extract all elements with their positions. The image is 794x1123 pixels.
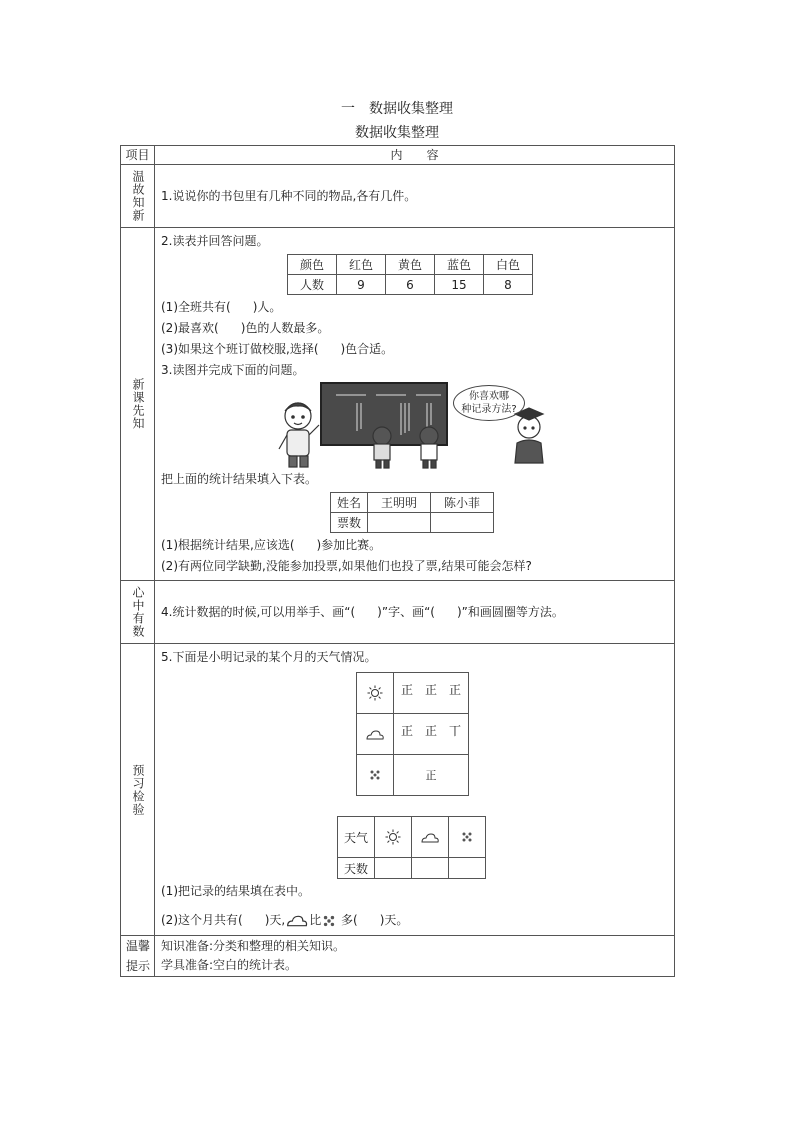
review-content bbox=[155, 165, 675, 228]
color-header-4: 白色 bbox=[484, 255, 533, 275]
bubble-line-2: 种记录方法? bbox=[461, 404, 517, 415]
q5-2-text-b: )天, bbox=[264, 913, 286, 927]
question-5-2 bbox=[161, 908, 668, 932]
weather-row2-label: 天数 bbox=[338, 858, 375, 879]
cloud-icon bbox=[420, 832, 440, 844]
color-header-0: 颜色 bbox=[288, 255, 337, 275]
vote-cell-wang[interactable] bbox=[368, 513, 431, 533]
fill-table-prompt: 把上面的统计结果填入下表。 bbox=[161, 472, 318, 486]
speech-bubble bbox=[453, 385, 525, 421]
check-row bbox=[121, 644, 675, 936]
mind-content bbox=[155, 581, 675, 644]
weather-row1-label: 天气 bbox=[338, 817, 375, 858]
check-label-cell bbox=[121, 644, 155, 936]
q4-text-a: 4.统计数据的时候,可以用举手、画“( bbox=[161, 604, 356, 619]
mind-label-cell bbox=[121, 581, 155, 644]
vote-table bbox=[330, 492, 494, 533]
bubble-line-1: 你喜欢哪 bbox=[469, 391, 509, 402]
question-5-1: (1)把记录的结果填在表中。 bbox=[161, 884, 310, 898]
q5-2-text-d: 多( bbox=[341, 913, 358, 927]
tally-snow-marks: 正 bbox=[394, 755, 469, 796]
q2-3-text-b: )色合适。 bbox=[340, 342, 394, 356]
tally-snow-cell bbox=[357, 755, 394, 796]
check-label: 预习检验 bbox=[131, 763, 145, 816]
vote-header-chen: 陈小菲 bbox=[431, 493, 494, 513]
count-red: 9 bbox=[337, 275, 386, 295]
sun-icon bbox=[367, 685, 383, 701]
q4-text-b: )”字、画“( bbox=[377, 604, 435, 619]
q2-3-text-a: (3)如果这个班订做校服,选择( bbox=[161, 342, 319, 356]
q2-2-text-b: )色的人数最多。 bbox=[240, 321, 330, 335]
weather-snow-header bbox=[449, 817, 486, 858]
q2-2-text-a: (2)最喜欢( bbox=[161, 321, 219, 335]
classroom-illustration bbox=[161, 381, 668, 469]
vote-cell-chen[interactable] bbox=[431, 513, 494, 533]
count-white: 8 bbox=[484, 275, 533, 295]
review-label-cell bbox=[121, 165, 155, 228]
tips-row bbox=[121, 936, 675, 977]
days-snow-cell[interactable] bbox=[449, 858, 486, 879]
classroom-scene-drawing bbox=[161, 381, 671, 469]
header-content: 内 容 bbox=[155, 146, 675, 165]
count-blue: 15 bbox=[435, 275, 484, 295]
preview-label: 新课先知 bbox=[131, 378, 145, 430]
days-cloud-cell[interactable] bbox=[412, 858, 449, 879]
question-2-3 bbox=[161, 339, 668, 360]
cloud-icon bbox=[365, 729, 385, 741]
tally-cloud-marks: 正 正 丅 bbox=[394, 714, 469, 755]
q3-1-text-b: )参加比赛。 bbox=[316, 538, 382, 552]
cloud-icon bbox=[285, 914, 309, 928]
question-4 bbox=[161, 602, 668, 623]
tips-materials: 学具准备:空白的统计表。 bbox=[161, 958, 298, 972]
question-3: 3.读图并完成下面的问题。 bbox=[161, 363, 305, 377]
lesson-title: 数据收集整理 bbox=[355, 125, 439, 141]
tips-knowledge: 知识准备:分类和整理的相关知识。 bbox=[161, 939, 346, 953]
count-row-label: 人数 bbox=[288, 275, 337, 295]
question-2-1 bbox=[161, 297, 668, 318]
color-table bbox=[287, 254, 533, 295]
preview-row bbox=[121, 228, 675, 581]
weather-table bbox=[337, 816, 486, 879]
review-row bbox=[121, 165, 675, 228]
vote-header-name: 姓名 bbox=[331, 493, 368, 513]
question-3-1 bbox=[161, 535, 668, 556]
tips-label: 温馨提示 bbox=[125, 939, 150, 973]
q5-2-text-e: )天。 bbox=[379, 913, 409, 927]
question-2: 2.读表并回答问题。 bbox=[161, 234, 269, 248]
vote-header-wang: 王明明 bbox=[368, 493, 431, 513]
question-5: 5.下面是小明记录的某个月的天气情况。 bbox=[161, 650, 377, 664]
snow-icon bbox=[321, 913, 337, 929]
review-question: 1.说说你的书包里有几种不同的物品,各有几件。 bbox=[161, 188, 417, 203]
tips-label-cell bbox=[121, 936, 155, 977]
graduate-figure bbox=[515, 408, 543, 463]
tally-sun-marks: 正 正 正 bbox=[394, 673, 469, 714]
tally-sun-cell bbox=[357, 673, 394, 714]
q2-1-text-a: (1)全班共有( bbox=[161, 300, 231, 314]
q4-text-c: )”和画圆圈等方法。 bbox=[456, 604, 564, 619]
mind-row bbox=[121, 581, 675, 644]
header-project: 项目 bbox=[121, 146, 155, 165]
check-content bbox=[155, 644, 675, 936]
color-header-3: 蓝色 bbox=[435, 255, 484, 275]
tips-content bbox=[155, 936, 675, 977]
study-sheet-table bbox=[120, 145, 675, 977]
snow-icon bbox=[460, 830, 474, 844]
tally-cloud-cell bbox=[357, 714, 394, 755]
weather-sun-header bbox=[375, 817, 412, 858]
color-header-1: 红色 bbox=[337, 255, 386, 275]
sun-icon bbox=[385, 829, 401, 845]
header-row bbox=[121, 146, 675, 165]
vote-row-label: 票数 bbox=[331, 513, 368, 533]
question-3-2: (2)有两位同学缺勤,没能参加投票,如果他们也投了票,结果可能会怎样? bbox=[161, 559, 532, 573]
question-2-2 bbox=[161, 318, 668, 339]
count-yellow: 6 bbox=[386, 275, 435, 295]
q3-1-text-a: (1)根据统计结果,应该选( bbox=[161, 538, 295, 552]
snow-icon bbox=[368, 768, 382, 782]
weather-cloud-header bbox=[412, 817, 449, 858]
q5-2-text-a: (2)这个月共有( bbox=[161, 913, 243, 927]
q2-1-text-b: )人。 bbox=[252, 300, 282, 314]
preview-label-cell bbox=[121, 228, 155, 581]
q5-2-text-c: 比 bbox=[309, 913, 322, 927]
unit-title: 一 数据收集整理 bbox=[341, 101, 453, 117]
color-header-2: 黄色 bbox=[386, 255, 435, 275]
boy-figure bbox=[279, 403, 319, 467]
tally-table bbox=[356, 672, 469, 796]
days-sun-cell[interactable] bbox=[375, 858, 412, 879]
review-label: 温故知新 bbox=[131, 170, 145, 222]
preview-content bbox=[155, 228, 675, 581]
mind-label: 心中有数 bbox=[131, 586, 145, 638]
